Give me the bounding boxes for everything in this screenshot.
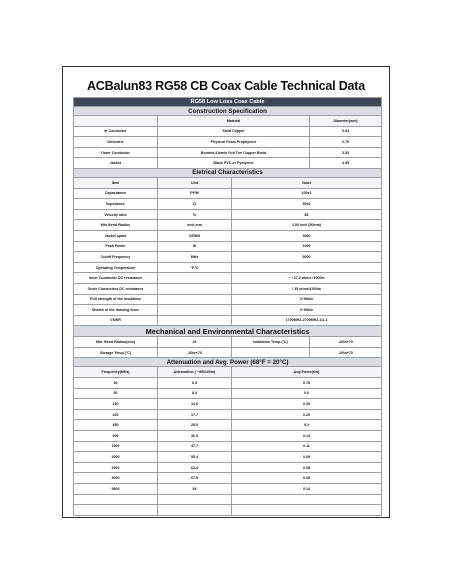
table-row <box>74 378 382 389</box>
table-cell: In Conductor <box>74 126 158 137</box>
table-cell: Min. Bend Radius(mm) <box>74 337 158 348</box>
table-cell: Peak Power <box>74 241 158 252</box>
table-cell <box>232 494 382 505</box>
table-cell: Impedance <box>74 199 158 210</box>
table-cell <box>232 347 310 358</box>
table-cell <box>158 273 232 284</box>
table-row <box>74 230 382 241</box>
table-cell: 0.2 <box>232 420 382 431</box>
table-row <box>74 462 382 473</box>
table-cell: Value <box>232 177 382 188</box>
table-cell <box>74 116 158 127</box>
table-cell: Physical Foam Prophylene <box>158 137 310 148</box>
table-row <box>74 241 382 252</box>
mechanical-heading-text: Mechanical and Environmental Characteristics <box>74 326 382 337</box>
table-cell: 0.94 <box>310 126 382 137</box>
table-row <box>74 199 382 210</box>
table-cell <box>232 262 382 273</box>
construction-heading-text: Construction Specification <box>74 107 382 116</box>
table-cell: Cutoff Frequency <box>74 252 158 263</box>
table-row <box>74 431 382 442</box>
table-cell: Pull strength of the insulation <box>74 294 158 305</box>
table-cell: 30 <box>74 378 158 389</box>
table-cell: 3~9lb/in <box>232 305 382 316</box>
table-row <box>74 505 382 516</box>
table-row <box>74 137 382 148</box>
table-cell: Item <box>74 177 158 188</box>
table-cell: 25 <box>158 337 232 348</box>
table-cell: 55.4 <box>158 452 232 463</box>
table-cell: 5800 <box>74 484 158 495</box>
table-row <box>74 220 382 231</box>
table-cell: Unit <box>158 177 232 188</box>
table-cell: Istallation Temp.(°C) <box>232 337 310 348</box>
table-cell: 86 <box>232 209 382 220</box>
table-cell: 25.5 <box>158 420 232 431</box>
table-cell: inch,mm <box>158 220 232 231</box>
table-row <box>74 441 382 452</box>
table-cell: 14.6 <box>158 399 232 410</box>
table-cell: -20to+70 <box>310 337 382 348</box>
table-cell: Storage Temp.(°C) <box>74 347 158 358</box>
table-row <box>74 337 382 348</box>
table-cell: VSWR <box>74 315 158 326</box>
table-cell: 150 <box>74 399 158 410</box>
table-cell: 0.09 <box>232 452 382 463</box>
table-cell: Inner Conductor DC resistance <box>74 273 158 284</box>
table-cell: 3000 <box>232 230 382 241</box>
table-row <box>74 420 382 431</box>
table-cell: Jacket <box>74 158 158 169</box>
table-cell: Outer Conductor <box>74 147 158 158</box>
table-row <box>74 209 382 220</box>
table-cell: PF/M <box>158 188 232 199</box>
table-cell: 50±2 <box>232 199 382 210</box>
electrical-heading <box>74 168 382 177</box>
table-cell: 1.95 inch (50mm) <box>232 220 382 231</box>
table-cell: 0.14 <box>232 431 382 442</box>
table-row <box>74 367 382 378</box>
table-cell: 0.08 <box>232 473 382 484</box>
table-cell: 8.4 <box>158 388 232 399</box>
table-row <box>74 126 382 137</box>
table-cell <box>158 315 232 326</box>
table-cell: Solid Copper <box>158 126 310 137</box>
table-cell: Attenuation ( ~dB/100m) <box>158 367 232 378</box>
table-cell: 0.35 <box>232 399 382 410</box>
table-cell: 2500 <box>74 462 158 473</box>
table-cell: Material <box>158 116 310 127</box>
table-cell: 220 <box>74 409 158 420</box>
table-row <box>74 399 382 410</box>
table-cell <box>158 305 232 316</box>
table-row <box>74 388 382 399</box>
table-cell: Avg.Pover(Kw) <box>232 367 382 378</box>
table-cell: 4.95 <box>310 158 382 169</box>
table-cell: 50 <box>74 388 158 399</box>
table-cell: 0.11 <box>232 441 382 452</box>
table-cell: 0.08 <box>232 462 382 473</box>
subtitle-banner-text: RG58 Low Loss Coax Cable <box>74 98 382 107</box>
table-cell <box>158 294 232 305</box>
table-cell: Frequency(MHz) <box>74 367 158 378</box>
table-cell: V/RMS <box>158 230 232 241</box>
table-cell: 1500 <box>74 441 158 452</box>
table-cell: Black PVC or Pyelylene <box>158 158 310 169</box>
table-cell: 3~9lb/in <box>232 294 382 305</box>
table-cell: 47.7 <box>158 441 232 452</box>
subtitle-banner <box>74 98 382 107</box>
table-cell: 0.6 <box>232 388 382 399</box>
table-cell: Outer Conductors DC resistance <box>74 283 158 294</box>
table-cell: 3.53 <box>310 147 382 158</box>
mechanical-heading <box>74 326 382 337</box>
table-cell: ~ ! 27.2 ohms /1000m <box>232 273 382 284</box>
table-cell: MHz <box>158 252 232 263</box>
table-cell: 100±2 <box>232 188 382 199</box>
table-cell: Min Bend Radius <box>74 220 158 231</box>
table-cell: 6.5 <box>158 378 232 389</box>
table-cell: 36.5 <box>158 431 232 442</box>
table-row <box>74 252 382 263</box>
table-cell: 17.7 <box>158 409 232 420</box>
table-cell: 93 <box>158 484 232 495</box>
table-cell: 0.78 <box>232 378 382 389</box>
spec-table <box>73 97 382 516</box>
table-row <box>74 273 382 284</box>
table-cell <box>74 494 158 505</box>
table-cell: % <box>158 209 232 220</box>
table-cell <box>158 494 232 505</box>
table-row <box>74 283 382 294</box>
table-cell <box>232 505 382 516</box>
table-cell: 5000 <box>232 252 382 263</box>
construction-header-row <box>74 116 382 127</box>
table-cell: Jacket spark <box>74 230 158 241</box>
table-cell: -20to+70 <box>310 347 382 358</box>
table-cell <box>74 505 158 516</box>
page-title: ACBalun83 RG58 CB Coax Cable Technical Data <box>86 79 366 93</box>
table-cell: ! 45 ohms/1000m <box>232 283 382 294</box>
table-cell: -20to+70 <box>158 347 232 358</box>
table-cell: 900 <box>74 431 158 442</box>
table-cell: Ω <box>158 199 232 210</box>
table-cell: 62.4 <box>158 462 232 473</box>
table-cell: Operating Temperature <box>74 262 158 273</box>
table-cell: Sheath of the drawing force <box>74 305 158 316</box>
table-cell: Velocity ratio <box>74 209 158 220</box>
table-cell: 1700MHZ-2700MHZ,1/1.3 <box>232 315 382 326</box>
table-row <box>74 147 382 158</box>
table-cell: 450 <box>74 420 158 431</box>
table-cell <box>158 283 232 294</box>
table-cell: °F,°C <box>158 262 232 273</box>
table-row <box>74 347 382 358</box>
table-cell: 3000 <box>74 473 158 484</box>
attenuation-heading-text: Attenuation and Avg. Power (68°F = 20°C) <box>74 358 382 367</box>
table-cell: 0.29 <box>232 409 382 420</box>
table-row <box>74 262 382 273</box>
table-cell: 0.14 <box>232 484 382 495</box>
table-cell: Diameter(mm) <box>310 116 382 127</box>
table-row <box>74 452 382 463</box>
electrical-heading-text: Eletrical Characteristics <box>74 168 382 177</box>
table-row <box>74 409 382 420</box>
table-row <box>74 484 382 495</box>
table-row <box>74 188 382 199</box>
table-row <box>74 494 382 505</box>
table-cell <box>158 505 232 516</box>
table-row <box>74 305 382 316</box>
table-row <box>74 294 382 305</box>
table-row <box>74 473 382 484</box>
table-cell: 67.5 <box>158 473 232 484</box>
table-cell: 2000 <box>74 452 158 463</box>
construction-heading <box>74 107 382 116</box>
table-cell: 1000 <box>232 241 382 252</box>
table-row <box>74 158 382 169</box>
table-row <box>74 177 382 188</box>
datasheet-page <box>62 66 390 518</box>
attenuation-heading <box>74 358 382 367</box>
table-cell: Bonded Alumin Foil Tnn Copper Braid <box>158 147 310 158</box>
table-row <box>74 315 382 326</box>
table-cell: Dielectric <box>74 137 158 148</box>
table-cell: Capacitance <box>74 188 158 199</box>
table-cell: W <box>158 241 232 252</box>
table-cell: 2.79 <box>310 137 382 148</box>
